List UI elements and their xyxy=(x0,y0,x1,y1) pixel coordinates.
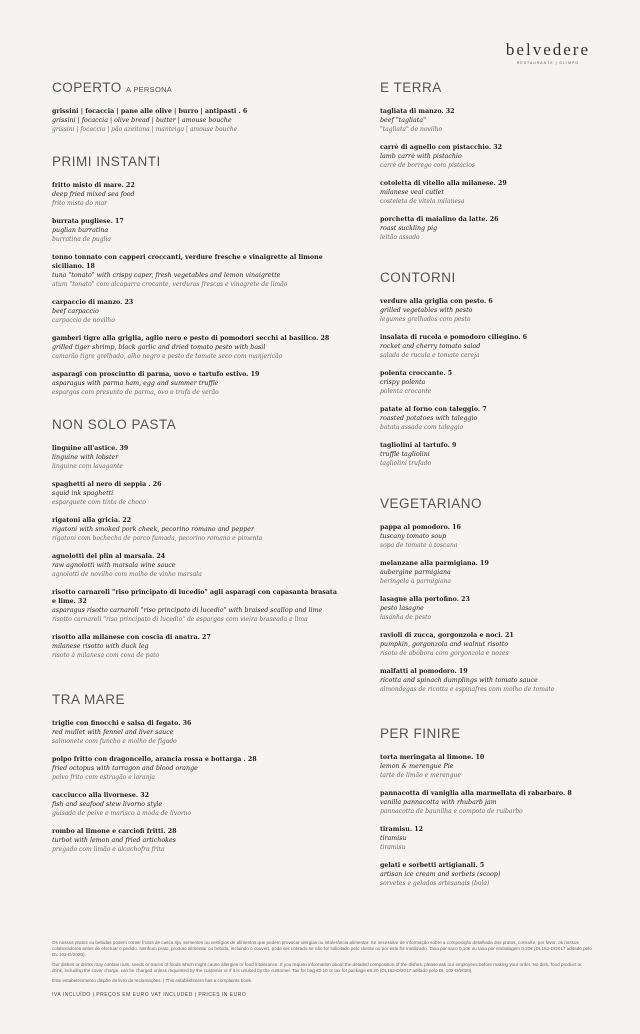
menu-item xyxy=(52,719,342,746)
dish-name-italian: insalata di rucola e pomodoro ciliegino. 6 xyxy=(380,334,528,341)
dish-name-portuguese: rigatoni com bochecha de porco fumada, pecorino romano e pimenta xyxy=(52,535,263,542)
dish-name-english: asparagus with parma ham, egg and summer truffle xyxy=(52,380,219,387)
section-title-text: TRA MARE xyxy=(52,692,126,707)
dish-name-italian: linguine all'astice. 39 xyxy=(52,445,129,452)
dish-name-english: lamb carrè with pistachio xyxy=(380,153,462,160)
dish-name-english: truffle tagliolini xyxy=(380,451,430,458)
dish-name-portuguese: frito misto do mar xyxy=(52,200,108,207)
section-subtitle: A PERSONA xyxy=(126,85,173,94)
dish-name-italian: patate al forno con taleggio. 7 xyxy=(380,406,487,413)
menu-item xyxy=(380,369,610,396)
menu-left-column xyxy=(52,80,342,863)
dish-name-english: milanese veal cutlet xyxy=(380,189,444,196)
dish-name-italian: rigatoni alla gricia. 22 xyxy=(52,517,132,524)
menu-section xyxy=(380,80,610,242)
dish-name-portuguese: salada de rucula e tomate cereja xyxy=(380,352,480,359)
section-title-text: CONTORNI xyxy=(380,270,456,285)
section-title xyxy=(52,154,342,169)
dish-name-english: beef carpaccio xyxy=(52,308,99,315)
menu-item xyxy=(380,789,610,816)
menu-section xyxy=(52,154,342,397)
complaints-notice: Este estabelecimento dispõe de livro de reclamações. | This establishment has a complaints book. xyxy=(52,978,253,983)
logo-name: belvedere xyxy=(505,40,590,59)
dish-name-portuguese: carrè de borrego com pistácios xyxy=(380,162,475,169)
dish-name-english: aubergine parmigiana xyxy=(380,569,451,576)
dish-name-portuguese: pregado com limão e alcachofra frita xyxy=(52,846,165,853)
menu-item xyxy=(380,333,610,360)
dish-name-italian: lasagne alla portofino. 23 xyxy=(380,596,470,603)
menu-section xyxy=(380,726,610,888)
dish-name-italian: porchetta di maialino da latte. 26 xyxy=(380,216,499,223)
menu-item xyxy=(380,179,610,206)
dish-name-italian: torta meringata al limone. 10 xyxy=(380,754,485,761)
menu-item xyxy=(380,215,610,242)
dish-name-italian: risotto alla milanese con coscia di anatra. 27 xyxy=(52,634,211,641)
menu-item xyxy=(380,667,610,694)
dish-name-english: fried octopus with tarragon and blood orange xyxy=(52,765,198,772)
dish-name-english: roast suckling pig xyxy=(380,225,438,232)
menu-item xyxy=(52,827,342,854)
dish-name-italian: cotoletta di vitello alla milanese. 29 xyxy=(380,180,507,187)
dish-name-english: roasted potatoes with taleggio xyxy=(380,415,478,422)
dish-name-english: turbot with lemon and fried artichokes xyxy=(52,837,176,844)
dish-name-portuguese: polvo frito com estragão e laranja xyxy=(52,774,155,781)
menu-item xyxy=(380,523,610,550)
dish-name-italian: polenta croccante. 5 xyxy=(380,370,453,377)
menu-item xyxy=(52,107,342,134)
section-title xyxy=(380,726,610,741)
dish-name-portuguese: leitão assado xyxy=(380,234,420,241)
dish-name-english: squid ink spaghetti xyxy=(52,490,114,497)
dish-name-portuguese: polenta crocante xyxy=(380,388,432,395)
menu-item xyxy=(52,334,342,361)
dish-name-portuguese: burratina de puglia xyxy=(52,236,111,243)
tax-notice: IVA INCLUÍDO | PREÇOS EM EURO VAT INCLUDED | PRICES IN EURO xyxy=(52,992,247,998)
section-title xyxy=(52,417,342,432)
menu-item xyxy=(52,253,342,289)
dish-name-italian: melanzane alla parmigiana. 19 xyxy=(380,560,489,567)
menu-item xyxy=(52,181,342,208)
dish-name-italian: triglie con finocchi e salsa di fegato. 36 xyxy=(52,720,192,727)
section-title-text: PRIMI INSTANTI xyxy=(52,154,161,169)
dish-name-english: deep fried mixed sea food xyxy=(52,191,135,198)
dish-name-portuguese: "tagliata" de novilho xyxy=(380,126,443,133)
menu-item xyxy=(380,559,610,586)
dish-name-italian: tonno tonnato con capperi croccanti, verdure fresche e vinaigrette al limone siciliano. 18 xyxy=(52,254,323,270)
menu-footer xyxy=(52,940,592,1002)
dish-name-italian: asparagi con prosciutto di parma, uovo e tartufo estivo. 19 xyxy=(52,371,260,378)
section-title-text: E TERRA xyxy=(380,80,442,95)
dish-name-italian: carrè di agnello con pistacchio. 32 xyxy=(380,144,502,151)
dish-name-italian: pannacotta di vaniglia alla marmellata di rabarbaro. 8 xyxy=(380,790,572,797)
dish-name-english: lemon & merengue Pie xyxy=(380,763,454,770)
dish-name-italian: burrata pugliese. 17 xyxy=(52,218,124,225)
dish-name-english: linguine with lobster xyxy=(52,454,119,461)
menu-item xyxy=(52,552,342,579)
dish-name-portuguese: tagliolini trufado xyxy=(380,460,432,467)
menu-item xyxy=(52,298,342,325)
menu-item xyxy=(52,588,342,624)
dish-name-italian: fritto misto di mare. 22 xyxy=(52,182,135,189)
dish-name-portuguese: sorvetes e gelados artesanais (bola) xyxy=(380,880,490,887)
dish-name-portuguese: grissini | focaccia | pão azeitona | manteiga | amouse bouche xyxy=(52,126,238,133)
menu-section xyxy=(52,80,342,134)
dish-name-italian: malfatti al pomodoro. 19 xyxy=(380,668,468,675)
dish-name-portuguese: camarão tigre grelhado, alho negro e pesto de tomate seco com manjericão xyxy=(52,353,283,360)
dish-name-english: rigatoni with smoked pork cheek, pecorino romano and pepper xyxy=(52,526,254,533)
dish-name-portuguese: costeleta de vitela milanesa xyxy=(380,198,465,205)
menu-item xyxy=(52,633,342,660)
menu-item xyxy=(380,753,610,780)
dish-name-english: pesto lasagne xyxy=(380,605,424,612)
dish-name-italian: carpaccio di manzo. 23 xyxy=(52,299,134,306)
dish-name-english: vanilla pannacotta with rhubarb jam xyxy=(380,799,497,806)
menu-item xyxy=(380,405,610,432)
dish-name-portuguese: agnolotti de novilho com molho de vinho marsala xyxy=(52,571,202,578)
section-title xyxy=(380,270,610,285)
menu-item xyxy=(380,297,610,324)
dish-name-portuguese: almondegas de ricotta e espinafres com molho de tomate xyxy=(380,686,555,693)
dish-name-portuguese: linguine com lavagante xyxy=(52,463,123,470)
dish-name-portuguese: guisado de peixe e marisco à moda de livorno xyxy=(52,810,192,817)
dish-name-italian: verdure alla griglia con pesto. 6 xyxy=(380,298,493,305)
dish-name-english: asparagus risotto carnaroli "riso principato di lucedio" with braised scallop and lime xyxy=(52,607,323,614)
dish-name-portuguese: pannacotta de baunilha e compota de ruibarbo xyxy=(380,808,523,815)
menu-section xyxy=(380,270,610,468)
dish-name-english: red mullet with fennel and liver sauce xyxy=(52,729,174,736)
section-title-text: VEGETARIANO xyxy=(380,496,483,511)
menu-item xyxy=(380,595,610,622)
menu-item xyxy=(52,755,342,782)
menu-section xyxy=(380,496,610,694)
dish-name-italian: tiramisu. 12 xyxy=(380,826,424,833)
menu-item xyxy=(380,825,610,852)
dish-name-italian: tagliolini al tartufo. 9 xyxy=(380,442,457,449)
dish-name-english: beef "tagliata" xyxy=(380,117,426,124)
menu-section xyxy=(52,692,342,854)
dish-name-italian: grissini | focaccia | pane alle olive | burro | antipasti . 6 xyxy=(52,108,248,115)
allergy-notice-en: Our dishes or drinks may contain nuts, seeds or traces of foods which might cause allergies or food intolerance. If you require information about the detailed composition of the dishes, please ask our employees before making your order. No dish, food product or drink, including the cover charge, can be charged unless requested by the customer or if it is unused by the customer. Tax for bag €0.10 or tax for package €0.20 (DL152-D/2017 aditado pelo DL 102-D/2020). xyxy=(52,962,582,973)
allergy-notice-pt: Os nossos pratos ou bebidas podem conter frutos de casca rija, sementes ou vestígios de alimentos que podem provocar alergias ou intolerância alimentar. Se necessitar de informação sobre a composição detalhada dos pratos, consulte, por favor, os nossos colaboradores antes de efectuar o pedido. Nenhum prato, produto alimentar ou bebida, incluindo o couvert, pode ser cobrado se não for solicitado pelo cliente ou por este for inutilizado. Taxa por saco 0,10€ ou taxa por embalagem 0,20€ (DL152-D/2017 aditado pelo DL 102-D/2020). xyxy=(52,940,592,957)
dish-name-portuguese: tarte de limão e merengue xyxy=(380,772,461,779)
section-title xyxy=(380,80,610,95)
logo-tagline: RESTAURANTE | OLIMPO xyxy=(516,61,580,65)
dish-name-portuguese: risoto à milanesa com coxa de pato xyxy=(52,652,160,659)
dish-name-english: tuna "tonato" with crispy caper, fresh vegetables and lemon vinaigrette xyxy=(52,272,281,279)
dish-name-english: puglian burratina xyxy=(52,227,109,234)
section-title xyxy=(52,80,342,95)
menu-item xyxy=(52,516,342,543)
dish-name-portuguese: risotto carnaroli "riso principato di lucedio" de espargos com vieira braseada e lima xyxy=(52,616,308,623)
dish-name-portuguese: atum "tonato" com alcaparra crocante, verduras frescas e vinagrete de limão xyxy=(52,281,288,288)
section-title-text: PER FINIRE xyxy=(380,726,461,741)
dish-name-portuguese: risoto de abóbora com gorgonzola e nozes xyxy=(380,650,509,657)
menu-item xyxy=(380,143,610,170)
menu-item xyxy=(380,107,610,134)
dish-name-portuguese: beringela à parmigiana xyxy=(380,578,451,585)
dish-name-portuguese: tiramisu xyxy=(380,844,406,851)
dish-name-english: pumpkin, gorgonzola and walnut risotto xyxy=(380,641,509,648)
section-title-text: COPERTO xyxy=(52,80,122,95)
dish-name-english: ricotta and spinach dumplings with tomato sauce xyxy=(380,677,538,684)
dish-name-italian: cacciucco alla livornese. 32 xyxy=(52,792,149,799)
dish-name-italian: gamberi tigre alla griglia, aglio nero e pesto di pomodori secchi al basilico. 28 xyxy=(52,335,330,342)
dish-name-italian: polpo fritto con dragoncello, arancia rossa e bottarga . 28 xyxy=(52,756,257,763)
restaurant-logo xyxy=(506,40,590,65)
dish-name-portuguese: salmonete com funcho e molho de fígado xyxy=(52,738,177,745)
dish-name-italian: tagliata di manzo. 32 xyxy=(380,108,455,115)
dish-name-italian: gelati e sorbetti artigianali. 5 xyxy=(380,862,485,869)
dish-name-english: grissini | focaccia | olive bread | butter | amouse bouche xyxy=(52,117,232,124)
dish-name-italian: ravioli di zucca, gorgonzola e noci. 21 xyxy=(380,632,514,639)
dish-name-english: artisan ice cream and sorbets (scoop) xyxy=(380,871,501,878)
dish-name-italian: agnolotti del plin al marsala. 24 xyxy=(52,553,166,560)
menu-item xyxy=(52,480,342,507)
dish-name-portuguese: batata assada com taleggio xyxy=(380,424,464,431)
dish-name-english: rocket and cherry tomato salad xyxy=(380,343,481,350)
dish-name-italian: pappa al pomodoro. 16 xyxy=(380,524,461,531)
dish-name-english: tuscany tomato soup xyxy=(380,533,447,540)
dish-name-italian: rombo al limone e carciofi fritti. 28 xyxy=(52,828,177,835)
dish-name-english: raw agnolotti with marsala wine sauce xyxy=(52,562,176,569)
dish-name-portuguese: espargos com presunto de parma, ovo e trufa de verão xyxy=(52,389,219,396)
dish-name-italian: spaghetti al nero di seppia . 26 xyxy=(52,481,162,488)
section-title-text: NON SOLO PASTA xyxy=(52,417,177,432)
menu-item xyxy=(52,370,342,397)
dish-name-portuguese: carpaccio de novilho xyxy=(52,317,115,324)
menu-item xyxy=(380,441,610,468)
dish-name-portuguese: sopa de tomate à toscana xyxy=(380,542,458,549)
menu-right-column xyxy=(380,80,610,897)
menu-item xyxy=(52,791,342,818)
menu-item xyxy=(52,444,342,471)
dish-name-english: fish and seafood stew livorno style xyxy=(52,801,163,808)
dish-name-english: grilled vegetables with pesto xyxy=(380,307,473,314)
menu-item xyxy=(52,217,342,244)
dish-name-english: crispy polenta xyxy=(380,379,426,386)
dish-name-portuguese: esparguete com tinta de choco xyxy=(52,499,146,506)
dish-name-italian: risotto carnaroli "riso principato di lucedio" agli asparagi con capasanta brasata e lime. 32 xyxy=(52,589,337,605)
dish-name-english: tiramisu xyxy=(380,835,407,842)
dish-name-portuguese: lasanha de pesto xyxy=(380,614,432,621)
section-title xyxy=(380,496,610,511)
dish-name-english: milanese risotto with duck leg xyxy=(52,643,149,650)
menu-item xyxy=(380,631,610,658)
menu-item xyxy=(380,861,610,888)
menu-section xyxy=(52,417,342,660)
dish-name-english: grilled tiger shrimp, black garlic and dried tomato pesto with basil xyxy=(52,344,266,351)
section-title xyxy=(52,692,342,707)
dish-name-portuguese: legumes grelhados com pesto xyxy=(380,316,471,323)
